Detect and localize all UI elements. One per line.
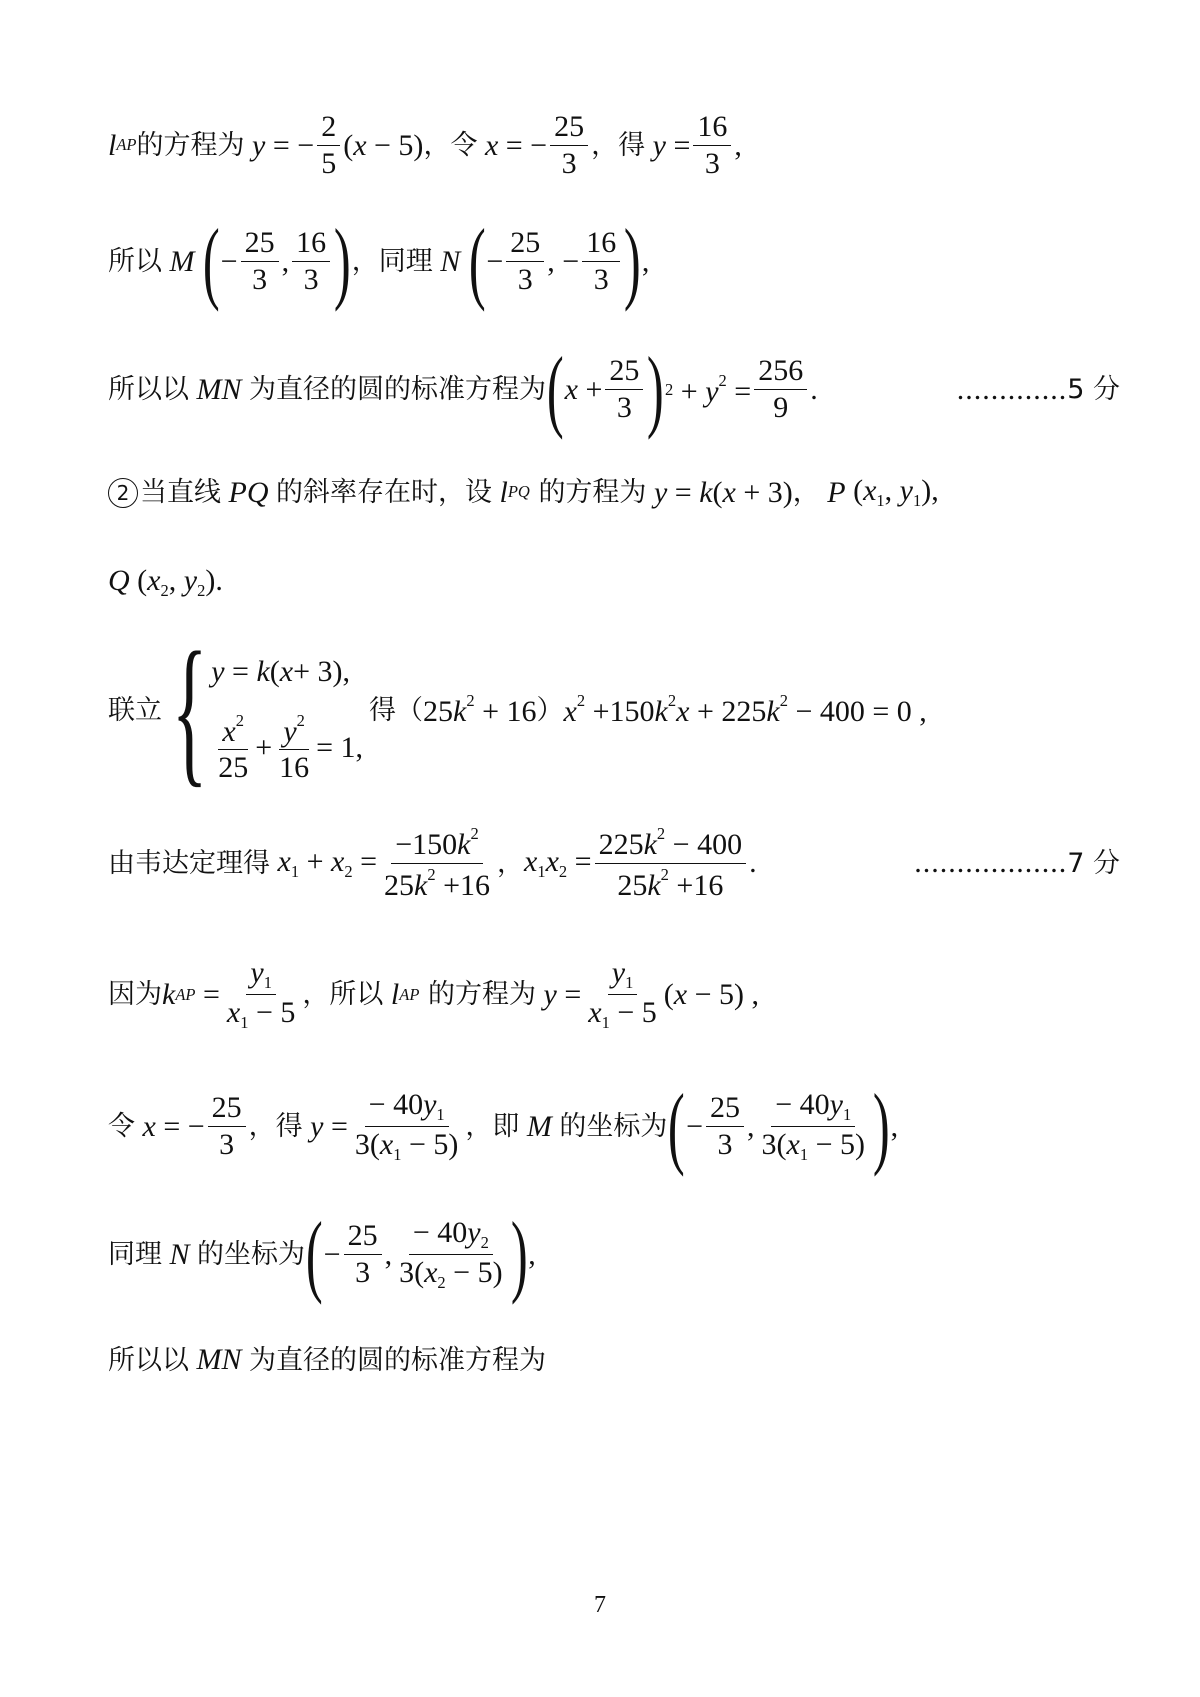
fraction-25-3: $\frac{25}{3}$	[550, 112, 588, 179]
line-k-ap: 因为 k AP = $\frac{y1}{x1 - 5}$ ，所以 l AP 的方程为 y = $\frac{y1}{x1 - 5}$ (x − 5) ,	[108, 956, 760, 1033]
line-m-n-points: 所以 M ( − $\frac{25}{3}$ , $\frac{16}{3}$ ) ， 同理 N ( − $\frac{25}{3}$ , − $\frac{16}{3}$ ) ,	[108, 210, 650, 312]
line-m-coordinates: 令 x = − $\frac{25}{3}$ ， 得 y = $\frac{- 40y1}{3(x1 - 5)}$ ，即 M 的坐标为 ( − $\frac{25}{3}$ , $\frac{- 40y1}{3(x1 - 5)}$ ) ,	[108, 1075, 899, 1177]
line-point-q: Q (x2, y2).	[108, 564, 223, 600]
page-number: 7	[594, 1592, 606, 1618]
line-case-2: 2 当直线 PQ 的斜率存在时，设 l PQ 的方程为 y = k(x + 3) ， P (x1, y1),	[108, 476, 1120, 509]
score-7: .................. 7 分	[914, 846, 1120, 880]
line-vieta: 由韦达定理得 x1 + x2 = $\frac{-150k^2}{25k^2 +16}$ ， x1x2 = $\frac{225k^2 - 400}{25k^2 +16}$ . .................. 7 分	[108, 824, 1120, 902]
line-circle-equation-1: 所以以 MN 为直径的圆的标准方程为 ( x + $\frac{25}{3}$ ) 2 + $y^2$ = $\frac{256}{9}$ . ............. 5 分	[108, 338, 1120, 440]
line-circle-equation-2: 所以以 MN 为直径的圆的标准方程为	[108, 1343, 546, 1376]
fraction-16-3: $\frac{16}{3}$	[693, 112, 731, 179]
circled-number-icon: 2	[108, 478, 138, 508]
score-5: ............. 5 分	[956, 372, 1120, 406]
line-l-ap-equation: l AP 的方程为 y = − $\frac{2}{5}$ (x − 5) ， 令 x = − $\frac{25}{3}$ ， 得 y = $\frac{16}{3}$ ,	[108, 110, 742, 180]
fraction-2-5: $\frac{2}{5}$	[317, 112, 340, 179]
line-system: 联立 { y = k ( x + 3), $\frac{x^2}{25}$ + $\frac{y^2}{16}$ = 1, 得（ $25k^2 + 16$ ） $x^2 +150k^2x + 225k^2 - 400 = 0$ ,	[108, 618, 927, 801]
line-n-coordinates: 同理 N 的坐标为 ( − $\frac{25}{3}$ , $\frac{- 40y2}{3(x2 - 5)}$ ) ,	[108, 1203, 536, 1305]
